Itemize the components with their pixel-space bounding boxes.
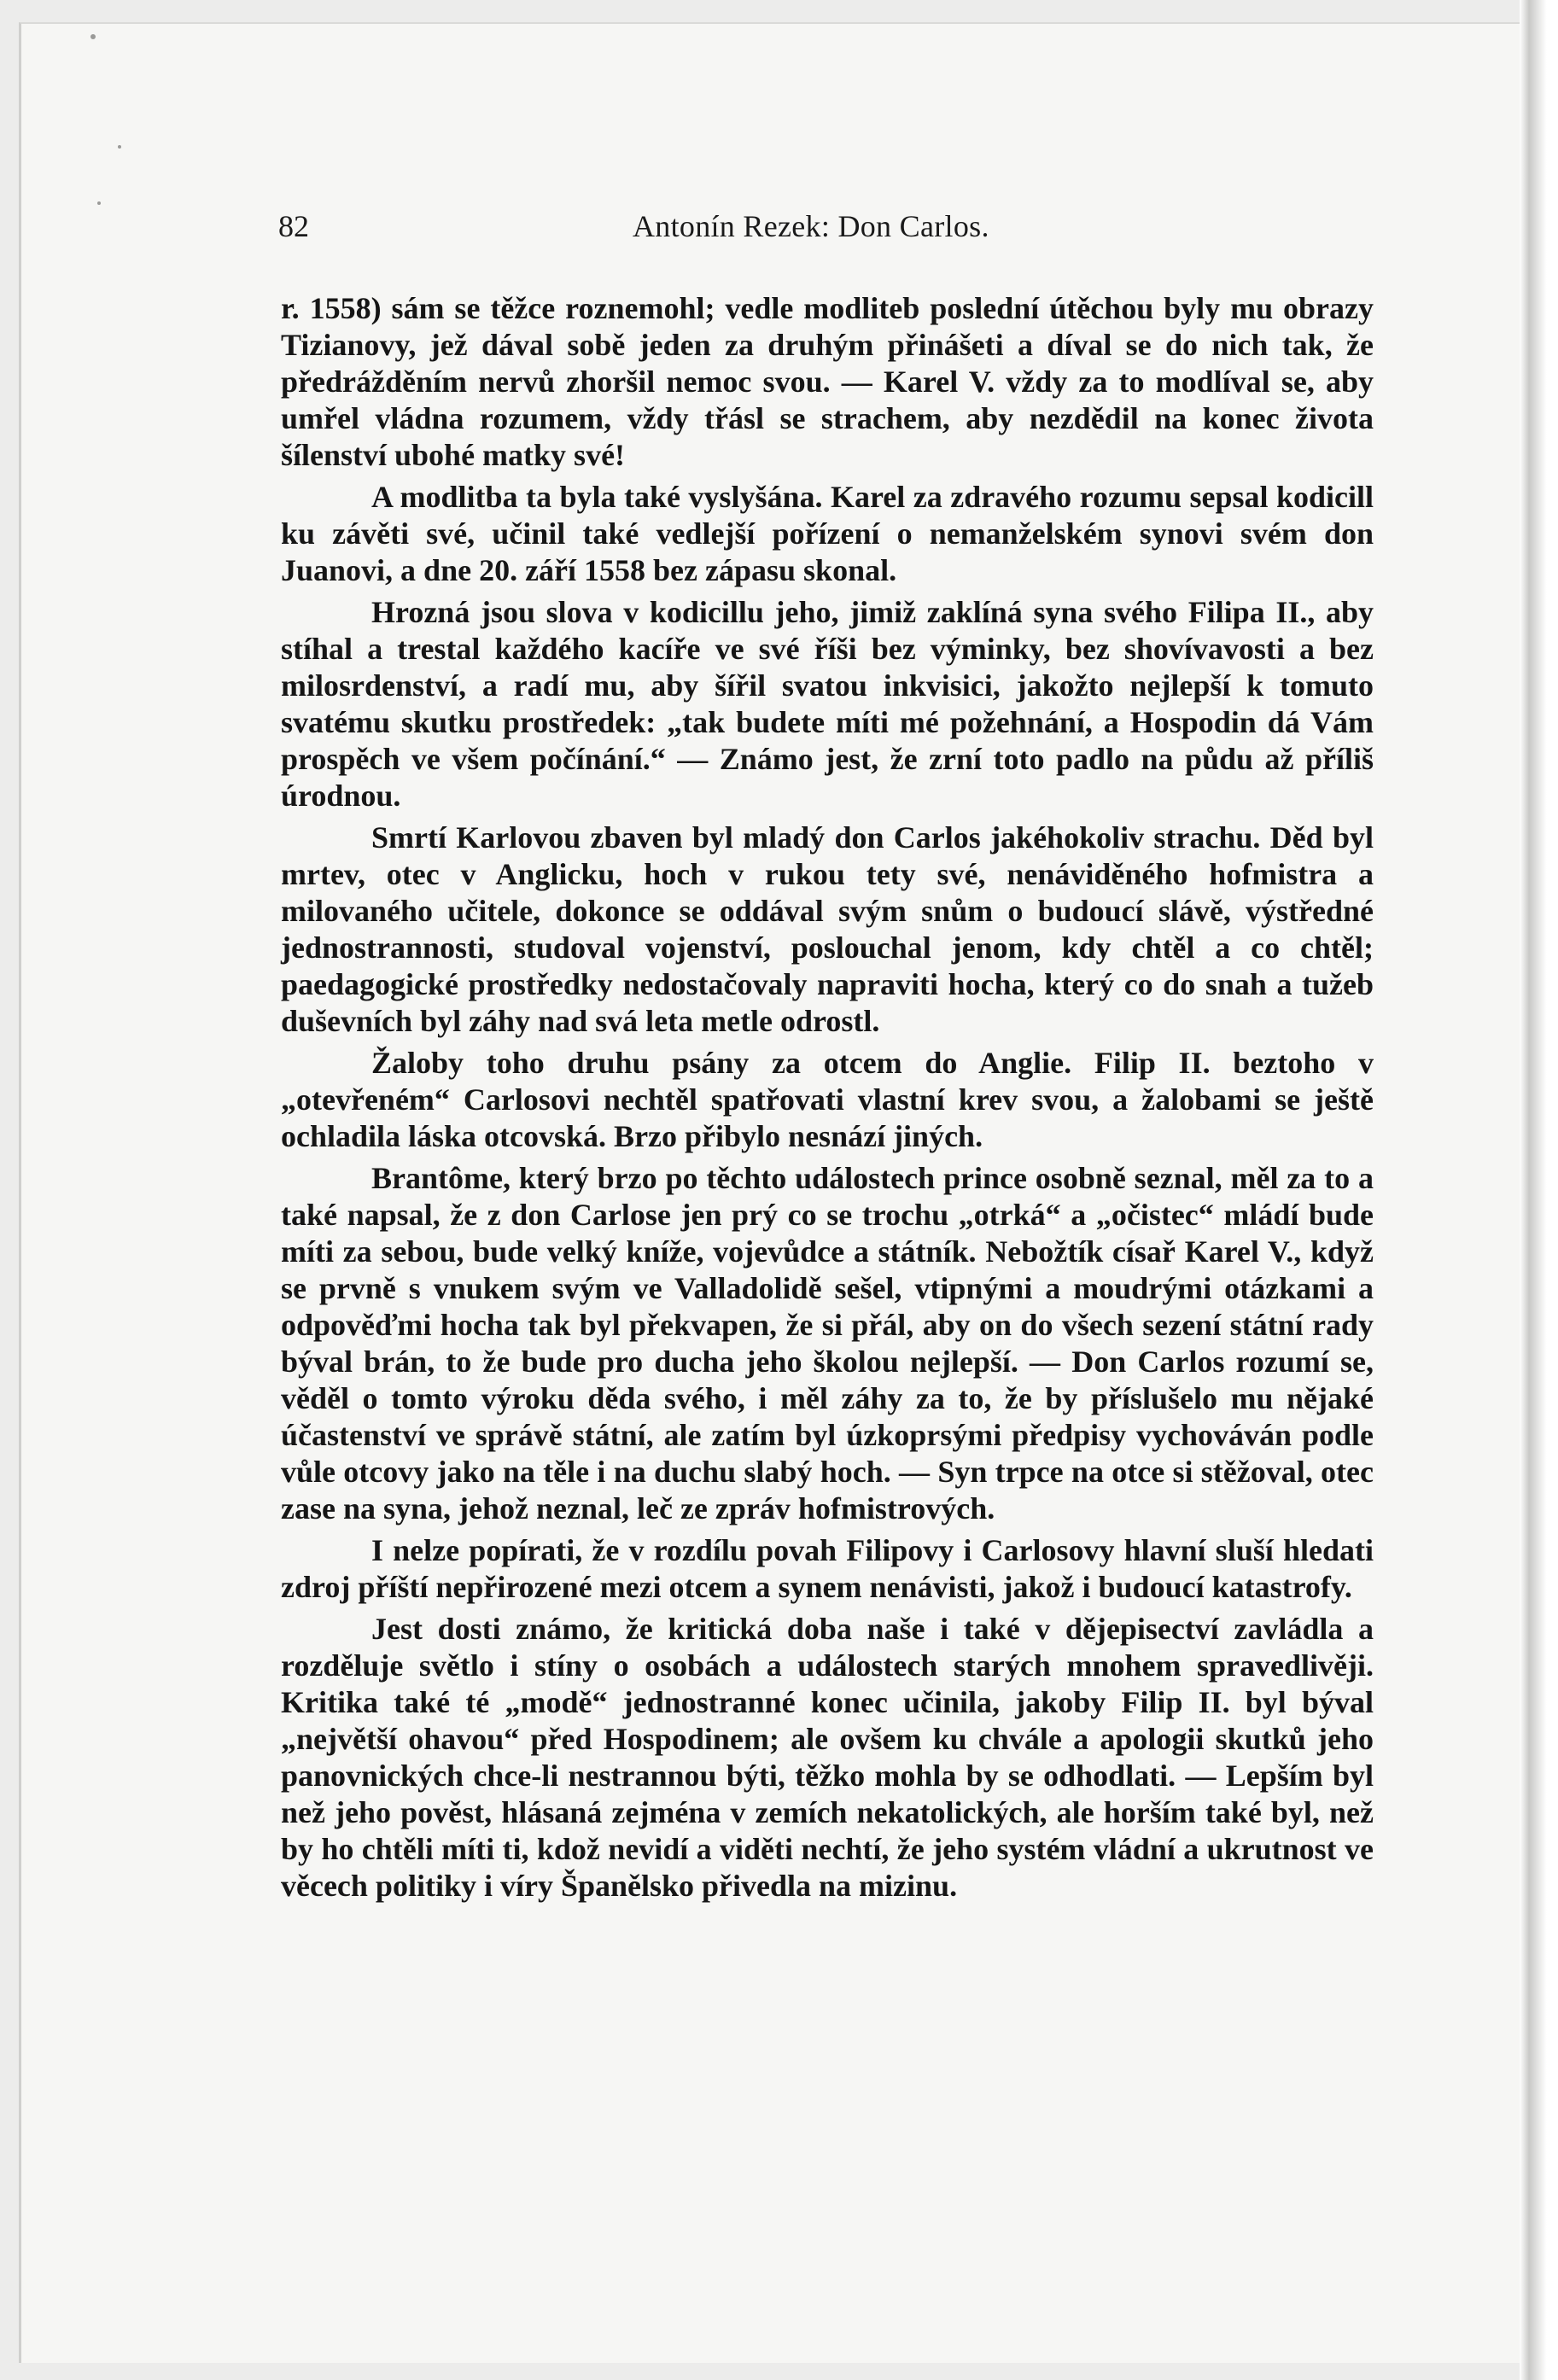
running-title: Antonín Rezek: Don Carlos.: [633, 209, 989, 243]
paragraph: Žaloby toho druhu psány za otcem do Anglie. Filip II. beztoho v „otevřeném“ Carlosovi nechtěl spatřovati vlastní krev svou, a žalobami se ještě ochladila láska otcovská. Brzo přibylo nesnází jiných.: [281, 1046, 1374, 1153]
scan-speck: [97, 201, 101, 205]
paragraph: Jest dosti známo, že kritická doba naše i také v dějepisectví zavládla a rozděluje světlo i stíny o osobách a událostech starých mnohem spravedlivěji. Kritika také té „modě“ jednostranné konec učinila, jakoby Filip II. byl býval „největší ohavou“ před Hospodinem; ale ovšem ku chvále a apologii skutků jeho panovnických chce-li nestrannou býti, těžko mohla by se odhodlati. — Lepším byl než jeho pověst, hlásaná zejména v zemích nekatolických, ale horším také byl, než by ho chtěli míti ti, kdož nevidí a viděti nechtí, že jeho systém vládní a ukrutnost ve věcech politiky i víry Španělsko přivedla na mizinu.: [281, 1612, 1374, 1903]
scan-speck: [90, 34, 96, 39]
paragraph: Hrozná jsou slova v kodicillu jeho, jimiž zaklíná syna svého Filipa II., aby stíhal a trestal každého kacíře ve své říši bez výminky, bez shovívavosti a bez milosrdenství, a radí mu, aby šířil svatou inkvisici, jakožto nejlepší k tomuto svatému skutku prostředek: „tak budete míti mé požehnání, a Hospodin dá Vám prospěch ve všem počínání.“ — Známo jest, že zrní toto padlo na půdu až příliš úrodnou.: [281, 595, 1374, 813]
page-header: [278, 205, 1371, 260]
paragraph: Smrtí Karlovou zbaven byl mladý don Carlos jakéhokoliv strachu. Děd byl mrtev, otec v Anglicku, hoch v rukou tety své, nenáviděného hofmistra a milovaného učitele, dokonce se oddával svým snům o budoucí slávě, výstředné jednostrannosti, studoval vojenství, poslouchal jenom, kdy chtěl a co chtěl; paedagogické prostředky nedostačovaly napraviti hocha, který co do snah a tužeb duševních byl záhy nad svá leta metle odrostl.: [281, 820, 1374, 1038]
page-edge-shadow: [1520, 0, 1558, 2380]
page-number: 82: [278, 209, 309, 243]
paragraph: r. 1558) sám se těžce roznemohl; vedle modliteb poslední útěchou byly mu obrazy Tizianovy, jež dával sobě jeden za druhým přinášeti a díval se do nich tak, že předrážděním nervů zhoršil nemoc svou. — Karel V. vždy za to modlíval se, aby umřel vládna rozumem, vždy třásl se strachem, aby nezdědil na konec života šílenství ubohé matky své!: [281, 291, 1374, 472]
paragraph: Brantôme, který brzo po těchto událostech prince osobně seznal, měl za to a také napsal, že z don Carlose jen prý co se trochu „otrká“ a „očistec“ mládí bude míti za sebou, bude velký kníže, vojevůdce a státník. Nebožtík císař Karel V., když se prvně s vnukem svým ve Valladolidě sešel, vtipnými a moudrými otázkami a odpověďmi hocha tak byl překvapen, že si přál, aby on do všech sezení státní rady býval brán, to že bude pro ducha jeho školou nejlepší. — Don Carlos rozumí se, věděl o tomto výroku děda svého, i měl záhy za to, že by příslušelo mu nějaké účastenství ve správě státní, ale zatím byl úzkoprsými předpisy vychováván podle vůle otcovy jako na těle i na duchu slabý hoch. — Syn trpce na otce si stěžoval, otec zase na syna, jehož neznal, leč ze zpráv hofmistrových.: [281, 1161, 1374, 1525]
paragraph: I nelze popírati, že v rozdílu povah Filipovy i Carlosovy hlavní sluší hledati zdroj příští nepřirozené mezi otcem a synem nenávisti, jakož i budoucí katastrofy.: [281, 1533, 1374, 1604]
paragraph: A modlitba ta byla také vyslyšána. Karel za zdravého rozumu sepsal kodicill ku závěti své, učinil také vedlejší pořízení o nemanželském synovi svém don Juanovi, a dne 20. září 1558 bez zápasu skonal.: [281, 480, 1374, 587]
body-text: [281, 290, 1374, 1910]
scan-speck: [118, 145, 121, 149]
